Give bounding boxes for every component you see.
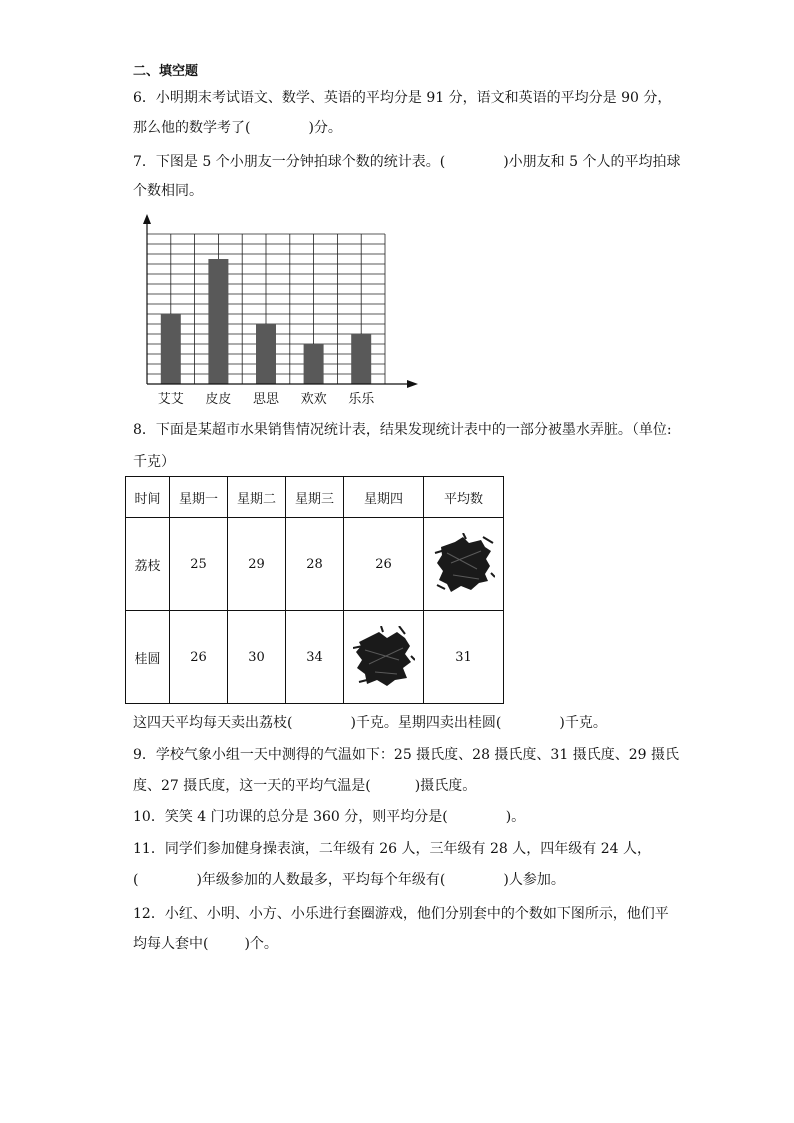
ink-blot-icon (433, 533, 495, 595)
q6-line-1: 6．小明期末考试语文、数学、英语的平均分是 91 分，语文和英语的平均分是 90 分， (133, 90, 672, 106)
q8-text-middle: )千克。星期四卖出桂圆( (350, 715, 502, 731)
q6-line-2 (133, 118, 342, 138)
q12-line-2 (133, 934, 278, 954)
table-cell: 29 (228, 518, 286, 611)
q8-line-2: 千克） (133, 454, 175, 470)
q8-text-after-blank: )千克。 (559, 715, 607, 731)
chart-category-label: 皮皮 (205, 392, 232, 407)
chart-bar (256, 324, 276, 384)
q7-line-2: 个数相同。 (133, 183, 203, 199)
q6-text-after-blank: )分。 (308, 120, 342, 136)
table-header-cell: 时间 (126, 477, 170, 518)
table-row (126, 518, 504, 611)
x-axis-arrow-icon (407, 380, 418, 388)
q6-text-before-blank: 那么他的数学考了( (133, 120, 251, 136)
table-cell: 31 (424, 611, 504, 704)
q10-text-before-blank: 10．笑笑 4 门功课的总分是 360 分，则平均分是( (133, 809, 448, 825)
table-header-cell: 星期四 (344, 477, 424, 518)
table-cell: 26 (344, 518, 424, 611)
table-header-row (126, 477, 504, 518)
section-heading: 二、填空题 (133, 64, 199, 79)
table-header-cell: 星期二 (228, 477, 286, 518)
q11-line-1: 11．同学们参加健身操表演，二年级有 26 人，三年级有 28 人，四年级有 24 人， (133, 841, 651, 857)
table-cell: 34 (286, 611, 344, 704)
q11-text-after-blank: )人参加。 (503, 872, 565, 888)
table-header-cell: 星期三 (286, 477, 344, 518)
ink-blot-cell (344, 611, 424, 704)
q11-line-2 (133, 870, 565, 890)
q9-text-after-blank: )摄氏度。 (414, 778, 477, 794)
chart-axes (143, 214, 418, 388)
q9-line-2 (133, 776, 476, 796)
q7-text-before-blank: 7．下图是 5 个小朋友一分钟拍球个数的统计表。( (133, 154, 446, 170)
chart-category-label: 思思 (252, 392, 280, 407)
q12-line-1: 12．小红、小明、小方、小乐进行套圈游戏，他们分别套中的个数如下图所示，他们平 (133, 906, 669, 922)
q11-text-middle: )年级参加的人数最多，平均每个年级有( (196, 872, 446, 888)
q12-text-before-blank: 均每人套中( (133, 936, 209, 952)
chart-bar (351, 334, 371, 384)
row-label: 荔枝 (126, 518, 170, 611)
table-cell: 28 (286, 518, 344, 611)
chart-category-label: 欢欢 (300, 392, 327, 407)
table-cell: 26 (170, 611, 228, 704)
table-header-cell: 星期一 (170, 477, 228, 518)
chart-category-label: 艾艾 (157, 392, 184, 407)
row-label: 桂圆 (126, 611, 170, 704)
ink-blot-cell (424, 518, 504, 611)
table-header-cell: 平均数 (424, 477, 504, 518)
chart-category-label: 乐乐 (348, 392, 375, 407)
table-cell: 30 (228, 611, 286, 704)
table-cell: 25 (170, 518, 228, 611)
q8-answer-line (133, 713, 607, 733)
q10-line (133, 807, 525, 827)
q12-text-after-blank: )个。 (244, 936, 278, 952)
chart-bar (304, 344, 324, 384)
q7-text-after-blank: )小朋友和 5 个人的平均拍球 (503, 154, 681, 170)
q8-text-before-blank: 这四天平均每天卖出荔枝( (133, 715, 293, 731)
q8-line-1: 8．下面是某超市水果销售情况统计表，结果发现统计表中的一部分被墨水弄脏。（单位: (133, 422, 672, 438)
sales-table (125, 476, 504, 704)
chart-bar (208, 259, 228, 384)
table-row (126, 611, 504, 704)
chart-bar (161, 314, 181, 384)
q9-text-before-blank: 度、27 摄氏度，这一天的平均气温是( (133, 778, 371, 794)
bar-chart (133, 208, 433, 408)
q9-line-1: 9．学校气象小组一天中测得的气温如下：25 摄氏度、28 摄氏度、31 摄氏度、29 摄氏 (133, 747, 679, 763)
y-axis-arrow-icon (143, 214, 151, 224)
chart-category-labels (158, 391, 375, 407)
q11-text-before-blank: ( (133, 872, 139, 888)
q7-line-1 (133, 152, 680, 172)
ink-blot-icon (353, 626, 415, 688)
q10-text-after-blank: )。 (505, 809, 526, 825)
